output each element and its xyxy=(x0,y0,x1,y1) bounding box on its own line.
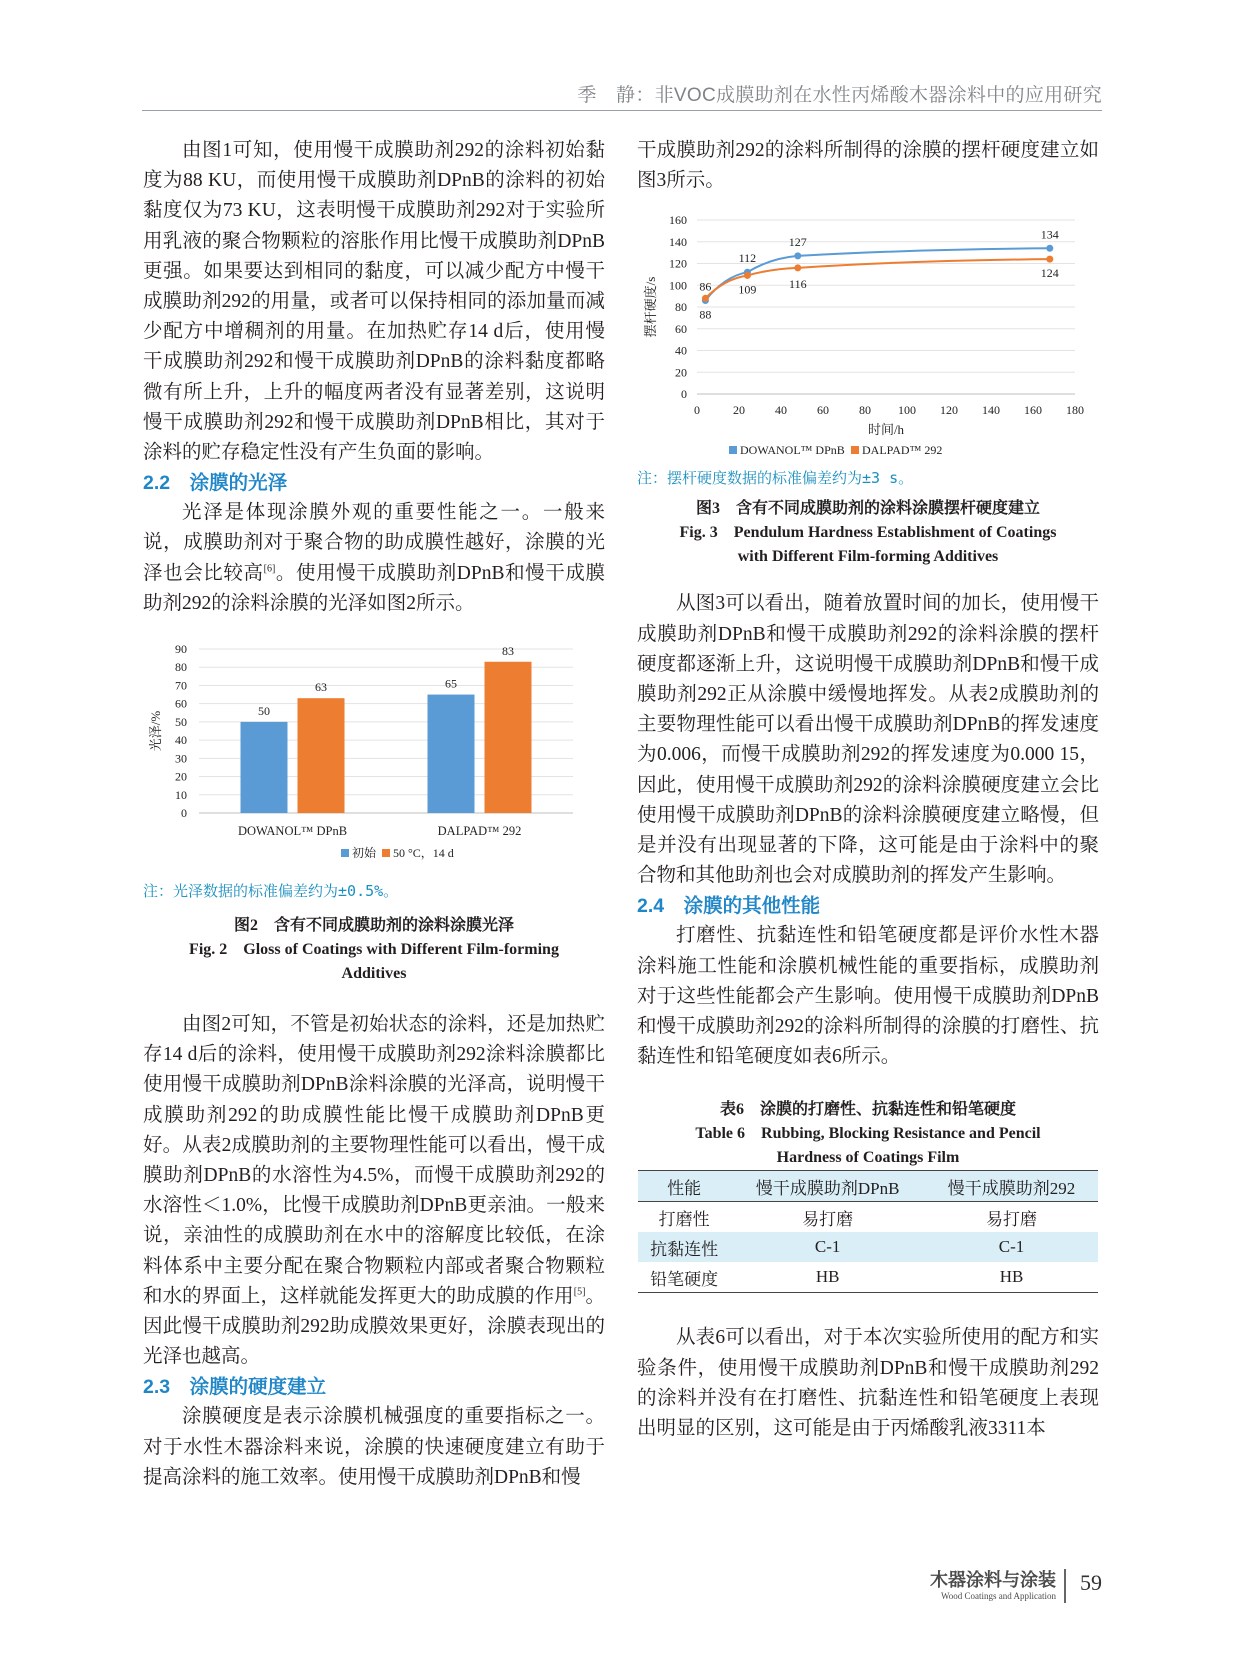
paragraph: 涂膜硬度是表示涂膜机械强度的重要指标之一。对于水性木器涂料来说，涂膜的快速硬度建立有助于提高涂料的施工效率。使用慢干成膜助剂DPnB和慢 xyxy=(143,1406,605,1488)
section-heading-2-4: 2.4 涂膜的其他性能 xyxy=(637,895,821,918)
x-tick-label: DALPAD™ 292 xyxy=(437,824,522,839)
running-header xyxy=(142,80,1102,111)
y-tick-label: 80 xyxy=(175,660,187,675)
x-tick-label: 140 xyxy=(982,403,1000,418)
text: 由图2可知，不管是初始状态的涂料，还是加热贮存14 d后的涂料，使用慢干成膜助剂292涂料涂膜都比使用慢干成膜助剂DPnB涂料涂膜的光泽高，说明慢干成膜助剂292的助成膜性能比慢干成膜助剂DPnB更好。从表2成膜助剂的主要物理性能可以看出，慢干成膜助剂DPnB的水溶性为4.5%，而慢干成膜助剂292的水溶性＜1.0%，比慢干成膜助剂DPnB更亲油。一般来说，亲油性的成膜助剂在水中的溶解度比较低，在涂料体系中主要分配在聚合物颗粒内部或者聚合物颗粒和水的界面上，这样就能发挥更大的助成膜的作用 xyxy=(143,1014,605,1307)
legend-label: DALPAD™ 292 xyxy=(862,443,943,458)
y-tick-label: 30 xyxy=(175,751,187,766)
data-label: 124 xyxy=(1040,266,1059,281)
bar xyxy=(428,695,475,813)
gloss-bar-chart xyxy=(143,635,605,875)
pendulum-hardness-line-chart xyxy=(637,210,1099,462)
data-point xyxy=(1046,256,1053,263)
legend-swatch xyxy=(382,849,390,857)
paragraph xyxy=(143,498,605,619)
figure-2-note: 注：光泽数据的标准偏差约为±0.5%。 xyxy=(143,882,399,901)
x-tick-label: 0 xyxy=(694,403,700,418)
series-line xyxy=(705,249,1049,301)
x-tick-label: 120 xyxy=(940,403,958,418)
y-axis-label: 光泽/% xyxy=(148,710,163,752)
table-cell: C-1 xyxy=(814,1237,841,1257)
data-label: 127 xyxy=(788,235,807,250)
data-label: 65 xyxy=(445,676,457,691)
table-cell: 易打磨 xyxy=(986,1209,1037,1229)
journal-name: 木器涂料与涂装 xyxy=(930,1570,1056,1590)
paragraph-continued: 干成膜助剂292的涂料所制得的涂膜的摆杆硬度建立如图3所示。 xyxy=(637,140,1099,192)
table-header-row xyxy=(638,1171,1098,1202)
table-row xyxy=(638,1202,1098,1233)
legend-swatch xyxy=(729,446,737,454)
y-tick-label: 20 xyxy=(175,769,187,784)
paragraph: 从图3可以看出，随着放置时间的加长，使用慢干成膜助剂DPnB和慢干成膜助剂292的涂料涂膜的摆杆硬度都逐渐上升，这说明慢干成膜助剂DPnB和慢干成膜助剂292正从涂膜中缓慢地挥发。从表2成膜助剂的主要物理性能可以看出慢干成膜助剂DPnB的挥发速度为0.006，而慢干成膜助剂292的挥发速度为0.000 15，因此，使用慢干成膜助剂292的涂料涂膜硬度建立会比使用慢干成膜助剂DPnB的涂料涂膜硬度建立略慢，但是并没有出现显著的下降，这可能是由于涂料中的聚合物和其他助剂也会对成膜助剂的挥发产生影响。 xyxy=(637,593,1099,887)
table-6-block xyxy=(637,1098,1099,1293)
x-tick-label: 40 xyxy=(775,403,787,418)
series-line xyxy=(705,260,1049,299)
y-tick-label: 160 xyxy=(669,213,687,228)
x-axis-label: 时间/h xyxy=(867,422,905,438)
table-header-cell: 慢干成膜助剂292 xyxy=(947,1178,1076,1198)
x-tick-label: 80 xyxy=(859,403,871,418)
y-tick-label: 60 xyxy=(675,322,687,337)
figure-3 xyxy=(637,210,1099,569)
data-label: 109 xyxy=(738,282,757,297)
figure-2-caption-en: Fig. 2 Gloss of Coatings with Different Film-forming xyxy=(189,941,559,959)
bar xyxy=(241,722,288,813)
legend-swatch xyxy=(851,446,859,454)
table-row xyxy=(638,1232,1098,1262)
paragraph: 从表6可以看出，对于本次实验所使用的配方和实验条件，使用慢干成膜助剂DPnB和慢干成膜助剂292的涂料并没有在打磨性、抗黏连性和铅笔硬度上表现出明显的区别，这可能是由于丙烯酸乳液3311本 xyxy=(637,1327,1099,1440)
figure-3-note: 注：摆杆硬度数据的标准偏差约为±3 s。 xyxy=(637,469,914,488)
figure-3-caption-cn: 图3 含有不同成膜助剂的涂料涂膜摆杆硬度建立 xyxy=(695,500,1040,518)
y-tick-label: 0 xyxy=(181,806,187,821)
data-label: 88 xyxy=(699,307,712,322)
x-tick-label: 180 xyxy=(1066,403,1084,418)
y-tick-label: 60 xyxy=(175,696,187,711)
bar xyxy=(485,662,532,813)
bar xyxy=(298,698,345,813)
data-point xyxy=(794,265,801,272)
table-row xyxy=(638,1262,1098,1293)
y-tick-label: 120 xyxy=(669,256,687,271)
data-label: 63 xyxy=(315,680,327,695)
section-heading-2-2: 2.2 涂膜的光泽 xyxy=(143,472,288,495)
y-tick-label: 20 xyxy=(675,365,687,380)
legend-swatch xyxy=(341,849,349,857)
paragraph: 打磨性、抗黏连性和铅笔硬度都是评价水性木器涂料施工性能和涂膜机械性能的重要指标，成膜助剂对于这些性能都会产生影响。使用慢干成膜助剂DPnB和慢干成膜助剂292的涂料所制得的涂膜的打磨性、抗黏连性和铅笔硬度如表6所示。 xyxy=(637,925,1099,1068)
y-axis-label: 摆杆硬度/s xyxy=(643,277,658,338)
x-tick-label: 60 xyxy=(817,403,829,418)
table-cell: 打磨性 xyxy=(658,1209,710,1229)
data-point xyxy=(794,253,801,260)
x-tick-label: 20 xyxy=(733,403,745,418)
section-heading-2-3: 2.3 涂膜的硬度建立 xyxy=(143,1376,327,1399)
table-cell: 易打磨 xyxy=(802,1209,854,1229)
x-tick-label: DOWANOL™ DPnB xyxy=(237,824,348,839)
y-tick-label: 140 xyxy=(669,235,687,250)
footer-divider xyxy=(1064,1569,1066,1603)
legend-label: 初始 xyxy=(352,846,377,861)
header-title: 季 静：非VOC成膜助剂在水性丙烯酸木器涂料中的应用研究 xyxy=(577,85,1102,106)
legend-label: 50 °C，14 d xyxy=(393,846,454,861)
y-tick-label: 80 xyxy=(675,300,687,315)
table-header-cell: 性能 xyxy=(667,1178,702,1198)
y-tick-label: 40 xyxy=(175,733,187,748)
text: 光泽是体现涂膜外观的重要性能之一。一般来说，成膜助剂对于聚合物的助成膜性越好，涂膜的光泽也会比较高 xyxy=(143,502,605,584)
table-6-title-en: Table 6 Rubbing, Blocking Resistance and Pencil xyxy=(695,1125,1041,1143)
y-tick-label: 70 xyxy=(175,678,187,693)
data-label: 112 xyxy=(738,251,757,266)
x-tick-label: 160 xyxy=(1024,403,1042,418)
data-point xyxy=(1046,245,1053,252)
table-6 xyxy=(638,1170,1098,1293)
right-column xyxy=(637,136,1099,1444)
x-tick-label: 100 xyxy=(898,403,916,418)
data-label: 83 xyxy=(502,643,514,658)
y-tick-label: 50 xyxy=(175,714,187,729)
citation: [6] xyxy=(263,563,276,575)
table-6-title-cn: 表6 涂膜的打磨性、抗黏连性和铅笔硬度 xyxy=(719,1101,1016,1119)
paragraph xyxy=(143,1010,605,1372)
table-6-title-en-2: Hardness of Coatings Film xyxy=(776,1149,960,1167)
data-label: 50 xyxy=(258,703,270,718)
text: 。使用慢干成膜助剂DPnB和慢干成膜助剂292的涂料涂膜的光泽如图2所示。 xyxy=(143,562,605,614)
figure-2-caption-cn: 图2 含有不同成膜助剂的涂料涂膜光泽 xyxy=(233,917,514,935)
data-point xyxy=(702,295,709,302)
figure-3-caption-en-2: with Different Film-forming Additives xyxy=(737,548,999,566)
data-label: 86 xyxy=(699,279,712,294)
y-tick-label: 40 xyxy=(675,343,687,358)
paragraph: 由图1可知，使用慢干成膜助剂292的涂料初始黏度为88 KU，而使用慢干成膜助剂DPnB的涂料的初始黏度仅为73 KU，这表明慢干成膜助剂292对于实验所用乳液的聚合物颗粒的溶胀作用比慢干成膜助剂DPnB更强。如果要达到相同的黏度，可以减少配方中慢干成膜助剂292的用量，或者可以保持相同的添加量而减少配方中增稠剂的用量。在加热贮存14 d后，使用慢干成膜助剂292和慢干成膜助剂DPnB的涂料黏度都略微有所上升，上升的幅度两者没有显著差别，这说明慢干成膜助剂292和慢干成膜助剂DPnB相比，其对于涂料的贮存稳定性没有产生负面的影响。 xyxy=(143,140,605,464)
data-point xyxy=(744,272,751,279)
figure-2-caption-en-2: Additives xyxy=(341,965,407,983)
y-tick-label: 90 xyxy=(175,642,187,657)
table-cell: C-1 xyxy=(998,1237,1025,1257)
left-column xyxy=(143,136,605,1493)
table-header-cell: 慢干成膜助剂DPnB xyxy=(755,1178,900,1198)
y-tick-label: 10 xyxy=(175,787,187,802)
table-cell: 铅笔硬度 xyxy=(650,1269,719,1289)
table-cell: HB xyxy=(999,1267,1024,1287)
y-tick-label: 100 xyxy=(669,278,687,293)
data-label: 116 xyxy=(789,277,807,292)
legend-label: DOWANOL™ DPnB xyxy=(740,443,845,458)
figure-3-caption-en: Fig. 3 Pendulum Hardness Establishment of Coatings xyxy=(679,524,1057,542)
page-number: 59 xyxy=(1080,1570,1102,1595)
table-cell: HB xyxy=(815,1267,840,1287)
figure-2 xyxy=(143,635,605,986)
journal-name-en: Wood Coatings and Application xyxy=(940,1591,1056,1601)
table-cell: 抗黏连性 xyxy=(650,1239,719,1259)
data-label: 134 xyxy=(1040,227,1059,242)
text: 。因此慢干成膜助剂292助成膜效果更好，涂膜表现出的光泽也越高。 xyxy=(143,1285,605,1368)
citation: [5] xyxy=(573,1286,586,1298)
y-tick-label: 0 xyxy=(681,387,687,402)
